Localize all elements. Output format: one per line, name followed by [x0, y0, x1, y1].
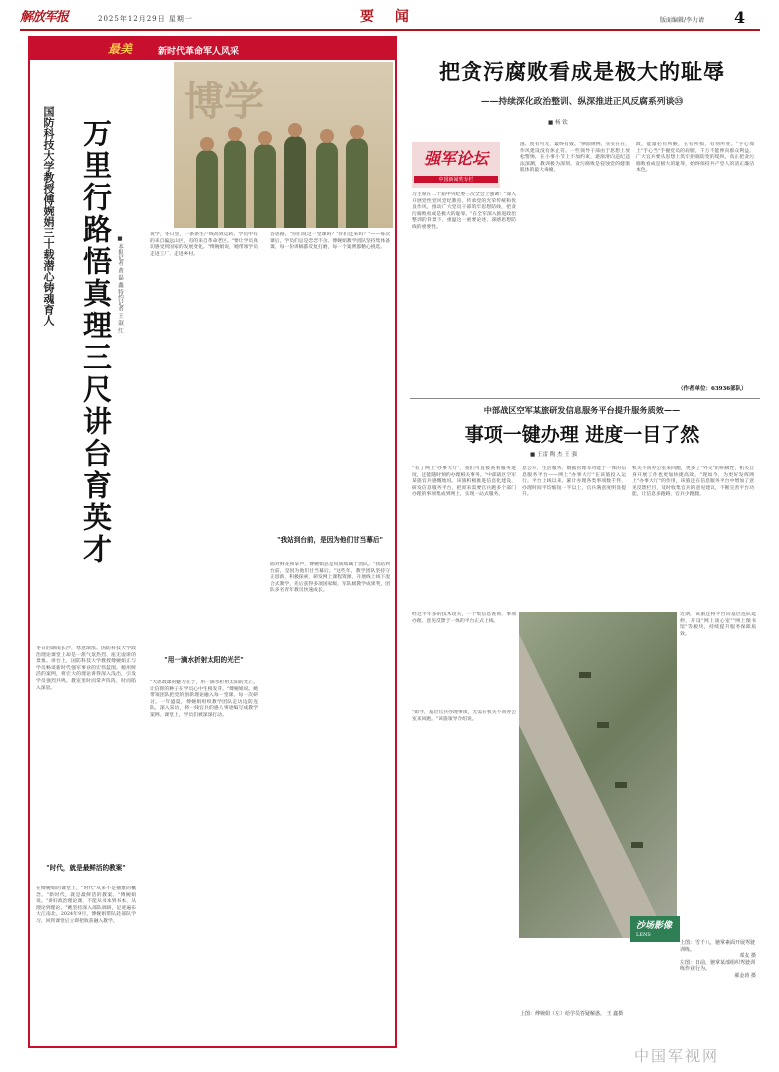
newspaper-logo: 解放军报	[20, 10, 69, 25]
article2-kicker: 中部战区空军某旅研发信息服务平台提升服务质效——	[483, 405, 681, 415]
banner-title-main: 最美	[108, 42, 133, 56]
column-badge-title: 强军论坛	[423, 149, 488, 168]
article1-byline: ■ 杨 钦	[548, 120, 568, 126]
section-title: 要 闻	[360, 9, 417, 25]
column-badge-sub: 中国新闻奖专栏	[414, 176, 498, 183]
feature-col2-text: 说学，冬日里，一条条生产线高效运转。学员中有的来自偏远山区，有的来自革命老区。"要让学员真切感受到国家的发展变化。"傅婉娟说，她带领学员走进工厂、走进乡村。	[150, 232, 258, 257]
caption-2-credit: 郝金涛 摄	[734, 972, 756, 979]
feature-col3-text: 答思路。"你们说这一堂课吗？"你们还来吗？"——每次课后，学员们总是恋恋不舍。傅婉娟教学团队坚持集体备课，每一份讲稿都反复打磨，每一个案例都精心挑选。	[270, 232, 390, 251]
article2-col1: "有了网上'办事大厅'，我们可直接查看服务进度，还能随时预约办理相关事务。"中部战区空军某旅官兵感慨地说。该旅积极推进信息化建设，研发信息服务平台，把原来需要官兵跑多个部门办理的事项集成到网上，实现一站式服务。	[412, 466, 516, 498]
watermark: 中国军视网	[634, 1047, 720, 1065]
article2-col2-b: "如今，基层官兵办理事项，无需在机关不同办公室来回跑。"该旅领导介绍说。	[412, 710, 516, 722]
page-editor: 版面编辑/李力请	[660, 17, 705, 24]
feature-subhead-3: "我站到台前，是因为他们甘当幕后"	[277, 536, 383, 544]
photo-captions	[680, 940, 756, 980]
convoy-photo	[519, 612, 677, 938]
caption-1-credit: 邓友 摄	[739, 953, 756, 960]
feature-byline: ■ 本报记者 黄 磊 鑫 特约记者 王 淑 红	[117, 236, 123, 333]
feature-headline-1: 万里行路悟真理	[79, 118, 113, 342]
photo-column-sub: LENS	[636, 932, 651, 938]
feature-subhead-2: "用一滴水折射太阳的光芒"	[164, 656, 244, 664]
article1-author-unit: （作者单位：63936部队）	[678, 386, 747, 392]
article1-subtitle: ——持续深化政治整训、纵深推进正风反腐系列谈㉝	[480, 97, 684, 107]
masthead	[20, 6, 760, 28]
article2-col3: 机关不同办公室来回跑，更多了"外交"的积极性，机关自身开展工作也更加快捷高效。"现如今，为更好发挥网上"办事大厅"的作用，该旅还在信息服务平台中增加了意见反馈栏目，及时收集官兵的意见建议，不断完善平台功能，让信息多跑路、官兵少跑腿。	[632, 466, 754, 498]
article2-col1-b: 经过半年多的技术攻关，一个集信息查询、事项办理、意见反馈于一体的平台正式上线。	[412, 612, 516, 624]
feature-col3-text-b: 面对鲜花和掌声，傅婉娟总是说成绩属于团队。"我站到台前，是因为他们甘当幕后。"这些年，教学团队坚持守正创新，积极探索，研发网上课程资源，开展线上线下混合式教学，先后获得多项国家级、军队级教学成果奖，团队多名青年教员快速成长。	[270, 562, 390, 594]
article-divider	[410, 398, 760, 399]
feature-kicker: 国防科技大学教授傅婉娟三十载潜心铸魂育人	[42, 106, 55, 326]
feature-col1-text: 冬日的湖南长沙，寒意渐浓。国防科技大学政治理论课堂上却是一派气氛热烈、座无虚席的景象。讲台上，国防科技大学教授傅婉娟正与学员畅谈新时代强军事业的宏伟蓝图。她用鲜活的案例，将宏大的理论讲得深入浅出，引发学员强烈共鸣。教室里时而掌声阵阵，时而陷入深思。	[36, 646, 136, 691]
article2-col2: 息公开，生活服务、数据管理等功能于一体的信息服务平台——网上"办事大厅"在该旅投入运行。平台上线以来，累计办理各类事项数千件，办理时间平均缩短一半以上，官兵满意度明显提升。	[522, 466, 626, 498]
page-number: 4	[734, 8, 746, 27]
feature-photo-caption: 上图：傅婉娟（左）给学员答疑解惑。 王 鑫摄	[520, 1011, 624, 1017]
article1-col3: 政，能量必有所猴，玉有所损，有别所业。"手心加上"手心当"手握党员的肩膀，千万不能伸向群众利益。广大官兵要从思想上筑牢拒腐防变的堤坝，真正把贪污腐败看成是极大的耻辱，始终保持共产党人的清正廉洁本色。	[636, 142, 754, 174]
header-rule	[20, 29, 760, 31]
issue-date: 2025年12月29日 星期一	[98, 15, 193, 23]
feature-subhead-1: "时代，就是最鲜活的教案"	[46, 864, 126, 872]
feature-headline-2: 三尺讲台育英才	[79, 342, 113, 566]
article2-col3-b: 近期，该旅还将平台向基层连队延伸，开设"网上谈心室""网上图书馆"等板块，持续提升服务保障质效。	[680, 612, 756, 637]
article2-byline: ■ 王雷 陶 杰 王 强	[530, 452, 577, 458]
feature-col2-text-b: "大思政课的魅力在于，用一滴水折射太阳的光芒。让信仰的种子在学员心中生根发芽。"傅婉娟说。她带领团队把党的创新理论融入每一堂课、每一次研讨。一年盛夏，傅婉娟组织教学团队走访边防连队，深入采访，将一线官兵的感人事迹编写成教学案例。课堂上，学员们被深深打动。	[150, 680, 258, 718]
article1-headline: 把贪污腐败看成是极大的耻辱	[439, 59, 725, 84]
article2-headline: 事项一键办理 进度一目了然	[464, 424, 700, 446]
photo-column-title: 沙场影像	[636, 921, 673, 931]
caption-2: 左图：日前，驰掌某部组织驾驶训练作业行为。	[680, 959, 756, 973]
article1-col2: 滋、度有可无，最终有毁。"律面规例，实实在在，作风建设没有休止符。一些领导干部由于思想上放松警惕，在小事小节上不加约束，逐渐滑向违纪违法深渊，教训极为深刻。贪污腐败是侵蚀党的健康肌体的最大毒瘤。	[520, 142, 630, 174]
banner-title-sub: 新时代革命军人风采	[158, 47, 240, 57]
caption-1: 上图：雪千八，驰掌素面开展驾驶训练。	[680, 940, 756, 953]
photo-wall-sign: 博学	[184, 78, 264, 125]
article1-col1: 习主席在二十届中央纪委三次全会上强调："深入开展党性党风党纪教育，传承党的光荣传统和优良作风，推动广大党员干部筑牢思想防线，把贪污腐败看成是极大的耻辱。"在全军深入推进政治整训的背景下，重温这一重要论述，深感思想防线的重要性。	[412, 192, 516, 230]
feature-col1-text-b: 在傅婉娟的课堂上，"时代"从来不是抽象的概念。"新时代，就是最鲜活的教案。"傅婉娟说。"讲好政治理论课，不能从书本到书本，从理论到理论。"她坚持深入部队调研，足迹遍布大江南北。2024年9月，傅婉娟带队赴部队学习，回到课堂后立即把收获融入教学。	[36, 886, 136, 924]
